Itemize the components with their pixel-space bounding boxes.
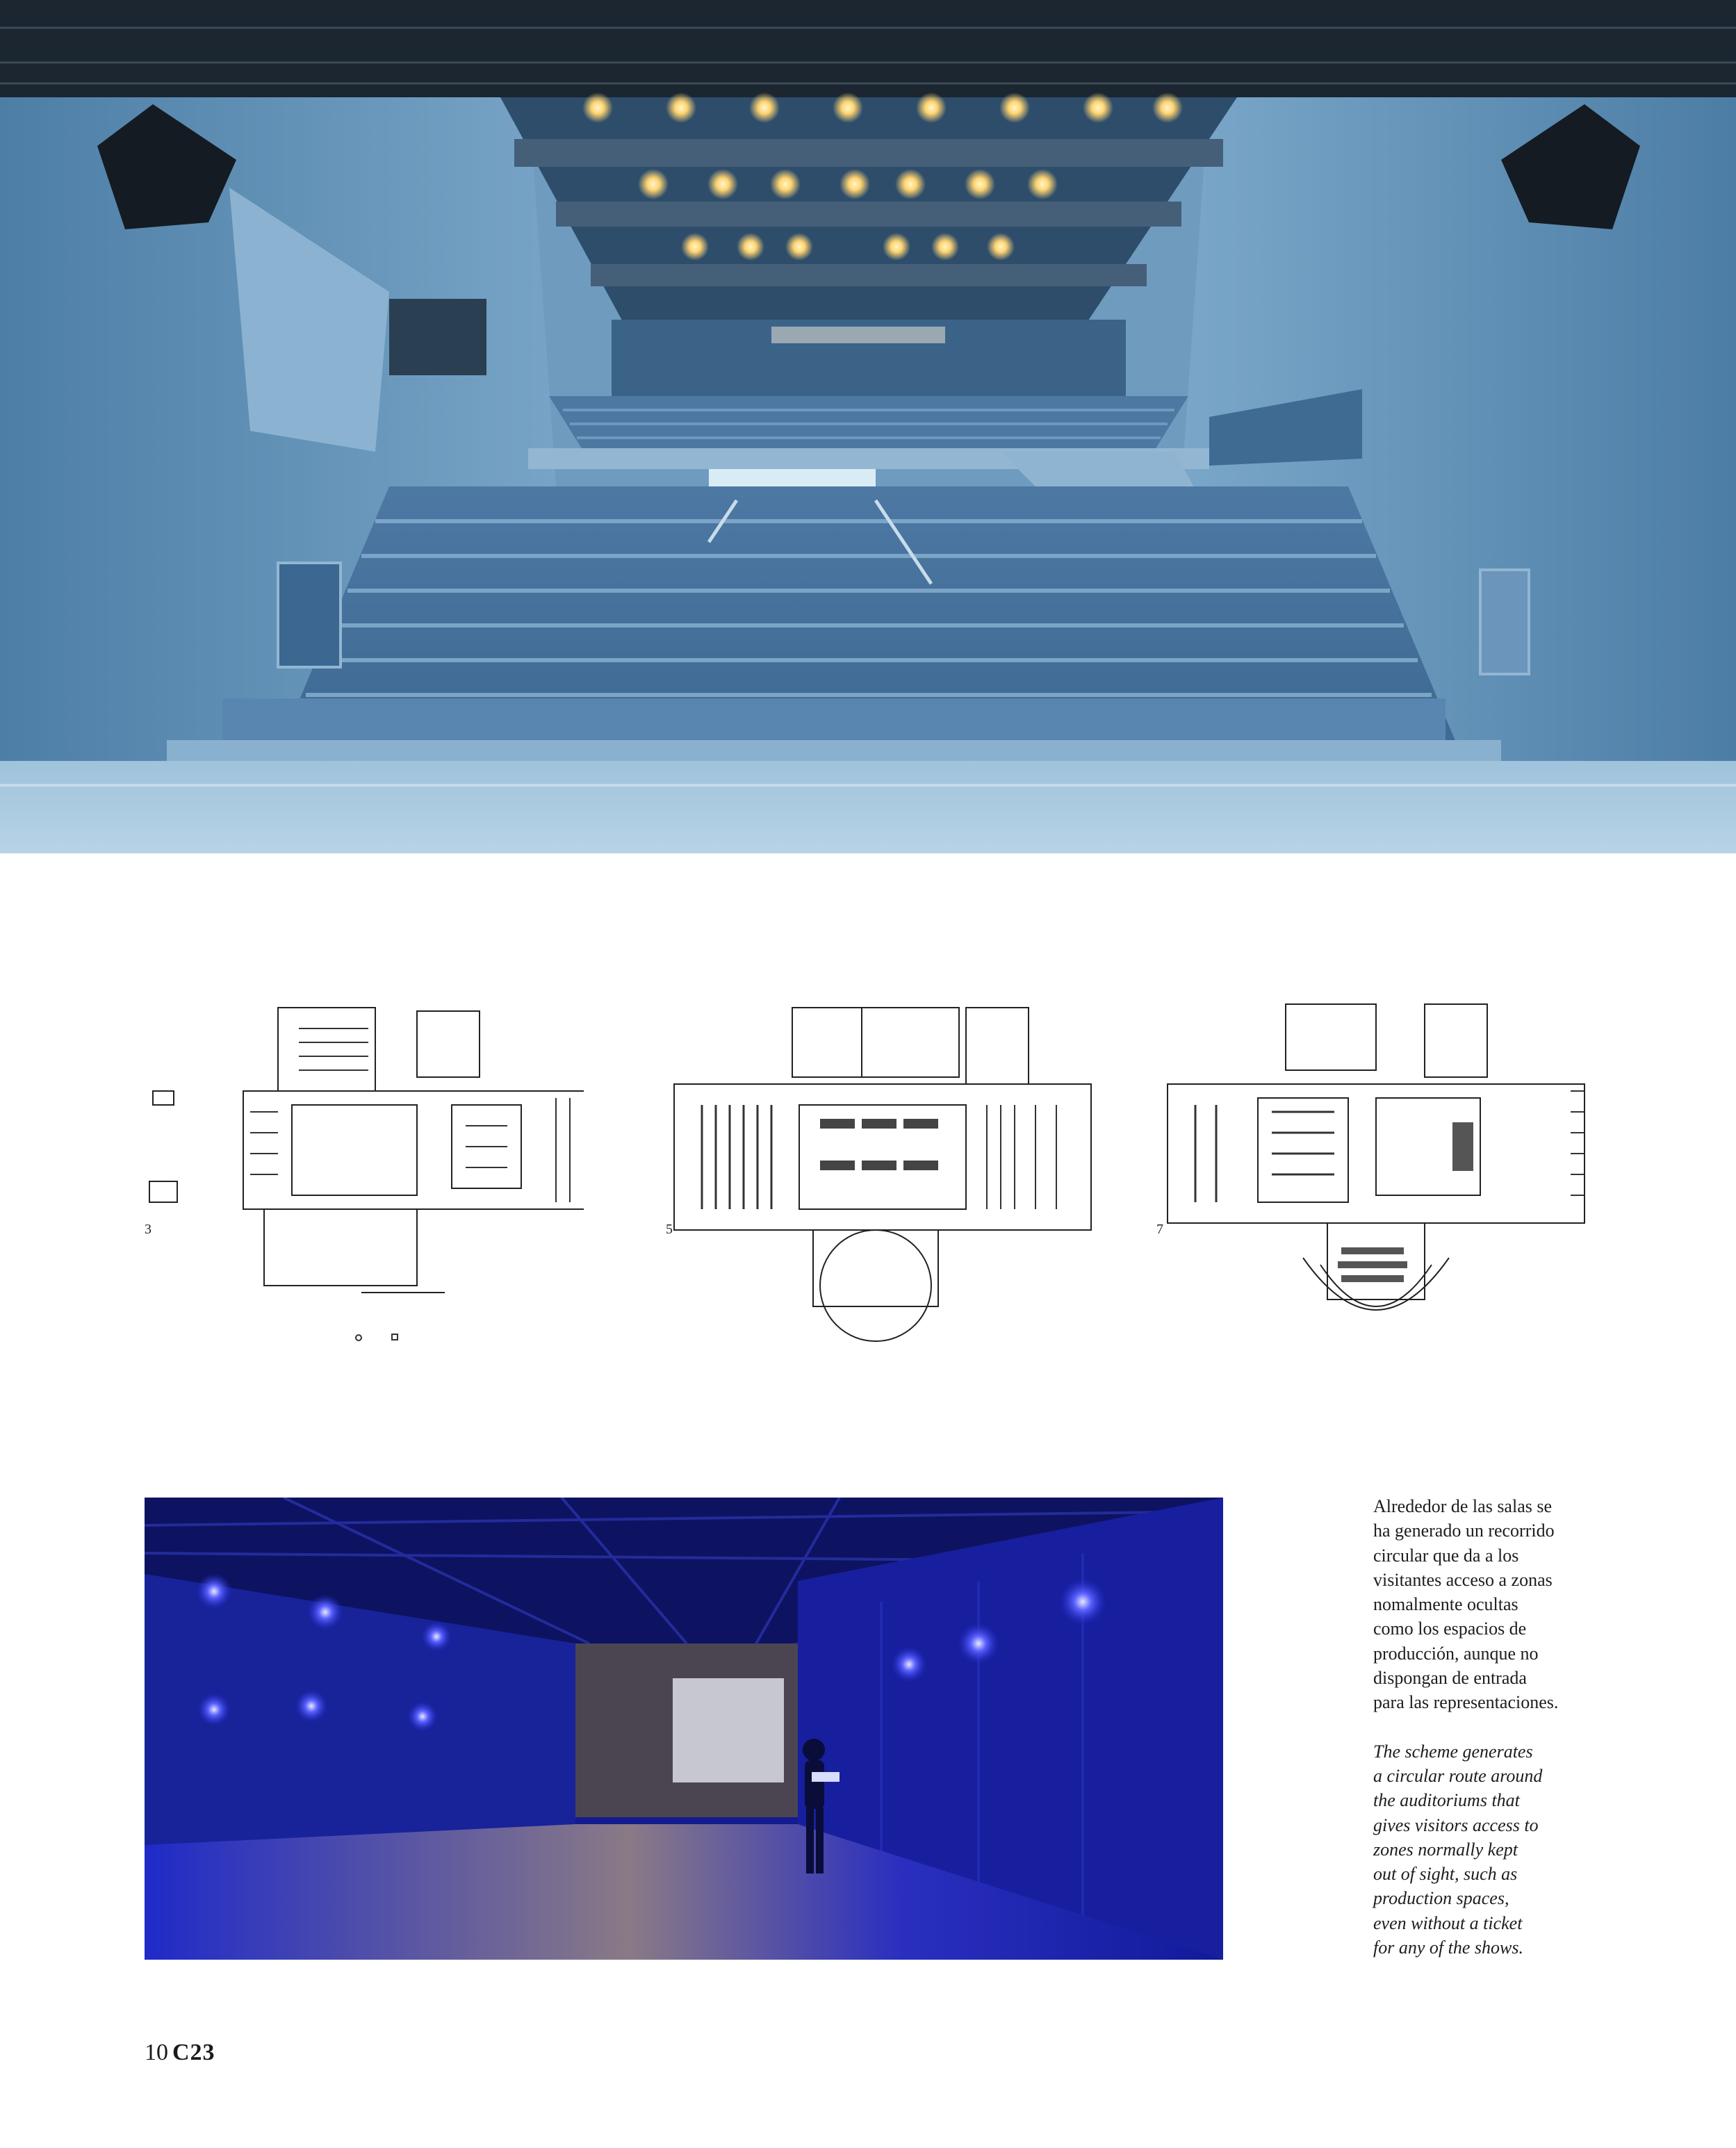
floor-plan-3 <box>139 1001 584 1348</box>
caption-spanish-line: nomalmente ocultas <box>1373 1594 1518 1615</box>
auditorium-photo <box>0 0 1736 853</box>
caption-spanish <box>1373 1494 1603 1715</box>
caption-block <box>1373 1494 1603 1960</box>
page-number: 10 <box>145 2040 168 2065</box>
caption-english-line: the auditoriums that <box>1373 1790 1520 1811</box>
caption-english <box>1373 1739 1603 1960</box>
floor-plan-5 <box>660 1001 1105 1348</box>
caption-spanish-line: circular que da a los <box>1373 1545 1519 1566</box>
plan-number-5: 5 <box>666 1222 673 1237</box>
folio <box>145 2040 215 2066</box>
plan-number-3: 3 <box>145 1222 152 1237</box>
floor-plan-7 <box>1154 1001 1598 1348</box>
caption-spanish-line: visitantes acceso a zonas <box>1373 1569 1553 1590</box>
plan-number-7: 7 <box>1156 1222 1163 1237</box>
caption-english-line: even without a ticket <box>1373 1912 1523 1933</box>
caption-english-line: a circular route around <box>1373 1765 1543 1786</box>
caption-spanish-line: ha generado un recorrido <box>1373 1520 1555 1541</box>
caption-spanish-line: Alrededor de las salas se <box>1373 1496 1553 1516</box>
caption-spanish-line: como los espacios de <box>1373 1618 1527 1639</box>
caption-english-line: production spaces, <box>1373 1888 1509 1909</box>
caption-spanish-line: para las representaciones. <box>1373 1692 1559 1713</box>
caption-english-line: out of sight, such as <box>1373 1864 1518 1885</box>
caption-english-line: gives visitors access to <box>1373 1814 1539 1835</box>
caption-spanish-line: producción, aunque no <box>1373 1643 1539 1664</box>
caption-english-line: zones normally kept <box>1373 1839 1518 1860</box>
corridor-photo <box>145 1498 1223 1960</box>
magazine-name: C23 <box>172 2040 215 2065</box>
caption-english-line: The scheme generates <box>1373 1741 1533 1762</box>
caption-spanish-line: dispongan de entrada <box>1373 1668 1527 1689</box>
caption-english-line: for any of the shows. <box>1373 1937 1523 1958</box>
